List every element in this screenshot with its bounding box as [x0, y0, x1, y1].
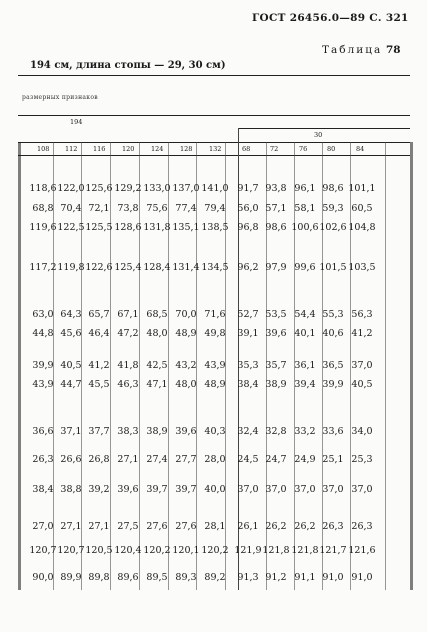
- column-header-top-rule: [18, 142, 410, 143]
- table-cell: 89,3: [175, 572, 197, 583]
- table-cell: 63,0: [32, 309, 54, 320]
- table-cell: 131,8: [143, 222, 171, 233]
- table-cell: 121,8: [291, 545, 319, 556]
- table-top-rule: [18, 115, 410, 116]
- table-cell: 57,1: [265, 203, 287, 214]
- table-cell: 41,2: [88, 360, 110, 371]
- table-cell: 122,0: [57, 183, 85, 194]
- table-cell: 137,0: [172, 183, 200, 194]
- table-cell: 27,1: [60, 521, 82, 532]
- table-cell: 91,7: [237, 183, 259, 194]
- table-cell: 28,1: [204, 521, 226, 532]
- table-cell: 24,7: [265, 454, 287, 465]
- table-cell: 91,0: [351, 572, 373, 583]
- table-cell: 37,0: [351, 360, 373, 371]
- column-header: 108: [37, 145, 50, 153]
- table-cell: 89,6: [117, 572, 139, 583]
- table-cell: 55,3: [322, 309, 344, 320]
- table-cell: 27,1: [117, 454, 139, 465]
- table-cell: 98,6: [322, 183, 344, 194]
- group-header-30: 30: [314, 131, 323, 139]
- table-cell: 38,9: [265, 379, 287, 390]
- table-cell: 44,7: [60, 379, 82, 390]
- table-cell: 89,9: [60, 572, 82, 583]
- table-cell: 58,1: [294, 203, 316, 214]
- table-cell: 72,1: [88, 203, 110, 214]
- table-cell: 128,6: [114, 222, 142, 233]
- table-cell: 121,7: [319, 545, 347, 556]
- table-cell: 134,5: [201, 262, 229, 273]
- table-cell: 73,8: [117, 203, 139, 214]
- table-cell: 135,1: [172, 222, 200, 233]
- table-cell: 37,0: [237, 484, 259, 495]
- table-cell: 41,8: [117, 360, 139, 371]
- table-cell: 131,4: [172, 262, 200, 273]
- size-features-label: размерных признаков: [22, 94, 98, 101]
- table-cell: 122,5: [57, 222, 85, 233]
- table-cell: 89,8: [88, 572, 110, 583]
- table-cell: 117,2: [29, 262, 57, 273]
- table-cell: 39,6: [265, 328, 287, 339]
- table-cell: 48,9: [204, 379, 226, 390]
- table-cell: 52,7: [237, 309, 259, 320]
- table-cell: 27,1: [88, 521, 110, 532]
- table-cell: 120,7: [57, 545, 85, 556]
- table-cell: 96,2: [237, 262, 259, 273]
- table-cell: 53,5: [265, 309, 287, 320]
- table-cell: 98,6: [265, 222, 287, 233]
- table-cell: 79,4: [204, 203, 226, 214]
- table-cell: 43,2: [175, 360, 197, 371]
- table-cell: 40,0: [204, 484, 226, 495]
- table-cell: 38,9: [146, 426, 168, 437]
- table-cell: 93,8: [265, 183, 287, 194]
- table-cell: 37,1: [60, 426, 82, 437]
- column-divider: [18, 142, 21, 590]
- table-cell: 138,5: [201, 222, 229, 233]
- table-cell: 27,7: [175, 454, 197, 465]
- table-cell: 129,2: [114, 183, 142, 194]
- table-cell: 48,9: [175, 328, 197, 339]
- table-cell: 40,5: [351, 379, 373, 390]
- table-cell: 45,5: [88, 379, 110, 390]
- table-cell: 121,9: [234, 545, 262, 556]
- column-header: 116: [93, 145, 106, 153]
- table-cell: 42,5: [146, 360, 168, 371]
- table-cell: 59,3: [322, 203, 344, 214]
- table-cell: 27,6: [146, 521, 168, 532]
- table-cell: 37,0: [351, 484, 373, 495]
- table-cell: 43,9: [204, 360, 226, 371]
- table-cell: 36,1: [294, 360, 316, 371]
- table-cell: 118,6: [29, 183, 57, 194]
- table-cell: 26,2: [265, 521, 287, 532]
- table-cell: 39,7: [146, 484, 168, 495]
- table-cell: 39,9: [322, 379, 344, 390]
- table-cell: 70,4: [60, 203, 82, 214]
- table-cell: 33,6: [322, 426, 344, 437]
- table-cell: 40,1: [294, 328, 316, 339]
- table-cell: 91,1: [294, 572, 316, 583]
- table-cell: 102,6: [319, 222, 347, 233]
- table-cell: 25,1: [322, 454, 344, 465]
- table-cell: 54,4: [294, 309, 316, 320]
- table-cell: 60,5: [351, 203, 373, 214]
- table-cell: 26,3: [351, 521, 373, 532]
- table-cell: 96,1: [294, 183, 316, 194]
- column-header: 124: [151, 145, 164, 153]
- table-cell: 121,8: [262, 545, 290, 556]
- table-cell: 89,5: [146, 572, 168, 583]
- table-cell: 35,3: [237, 360, 259, 371]
- column-header: 112: [65, 145, 78, 153]
- table-cell: 70,0: [175, 309, 197, 320]
- table-cell: 26,6: [60, 454, 82, 465]
- table-cell: 77,4: [175, 203, 197, 214]
- table-cell: 36,6: [32, 426, 54, 437]
- table-cell: 125,4: [114, 262, 142, 273]
- table-cell: 101,1: [348, 183, 376, 194]
- table-cell: 120,1: [172, 545, 200, 556]
- table-cell: 120,2: [143, 545, 171, 556]
- table-subtitle: 194 см, длина стопы — 29, 30 см): [30, 60, 226, 71]
- table-cell: 68,8: [32, 203, 54, 214]
- table-cell: 38,4: [32, 484, 54, 495]
- table-cell: 125,6: [85, 183, 113, 194]
- table-cell: 25,3: [351, 454, 373, 465]
- table-number: 78: [386, 44, 401, 56]
- column-header: 120: [122, 145, 135, 153]
- column-header: 80: [327, 145, 336, 153]
- table-cell: 48,0: [146, 328, 168, 339]
- table-cell: 24,5: [237, 454, 259, 465]
- table-cell: 32,8: [265, 426, 287, 437]
- table-cell: 39,9: [32, 360, 54, 371]
- table-cell: 33,2: [294, 426, 316, 437]
- table-cell: 47,1: [146, 379, 168, 390]
- table-cell: 119,8: [57, 262, 85, 273]
- column-header: 128: [180, 145, 193, 153]
- subtitle-underline: [18, 75, 410, 76]
- table-cell: 39,2: [88, 484, 110, 495]
- table-cell: 64,3: [60, 309, 82, 320]
- column-divider: [385, 142, 386, 590]
- table-cell: 27,4: [146, 454, 168, 465]
- table-cell: 68,5: [146, 309, 168, 320]
- table-cell: 48,0: [175, 379, 197, 390]
- table-cell: 71,6: [204, 309, 226, 320]
- table-cell: 125,5: [85, 222, 113, 233]
- table-cell: 120,5: [85, 545, 113, 556]
- table-cell: 37,0: [294, 484, 316, 495]
- table-cell: 91,3: [237, 572, 259, 583]
- table-cell: 34,0: [351, 426, 373, 437]
- table-cell: 119,6: [29, 222, 57, 233]
- table-cell: 122,6: [85, 262, 113, 273]
- table-cell: 39,7: [175, 484, 197, 495]
- column-header-bottom-rule: [18, 155, 410, 156]
- table-cell: 40,6: [322, 328, 344, 339]
- table-cell: 27,0: [32, 521, 54, 532]
- table-cell: 120,7: [29, 545, 57, 556]
- table-cell: 75,6: [146, 203, 168, 214]
- table-cell: 39,1: [237, 328, 259, 339]
- table-cell: 39,4: [294, 379, 316, 390]
- column-divider: [410, 142, 413, 590]
- table-cell: 65,7: [88, 309, 110, 320]
- table-cell: 104,8: [348, 222, 376, 233]
- table-cell: 37,7: [88, 426, 110, 437]
- table-cell: 36,5: [322, 360, 344, 371]
- table-cell: 26,1: [237, 521, 259, 532]
- table-cell: 97,9: [265, 262, 287, 273]
- column-header: 84: [356, 145, 365, 153]
- page-header: ГОСТ 26456.0—89 С. 321: [252, 12, 409, 24]
- table-cell: 40,5: [60, 360, 82, 371]
- table-cell: 27,6: [175, 521, 197, 532]
- table-cell: 37,0: [322, 484, 344, 495]
- table-cell: 89,2: [204, 572, 226, 583]
- group-header-194: 194: [70, 118, 83, 126]
- table-cell: 120,2: [201, 545, 229, 556]
- table-cell: 43,9: [32, 379, 54, 390]
- table-cell: 40,3: [204, 426, 226, 437]
- table-cell: 121,6: [348, 545, 376, 556]
- table-cell: 90,0: [32, 572, 54, 583]
- table-label: Таблица: [322, 44, 383, 56]
- table-cell: 39,6: [117, 484, 139, 495]
- group-header-rule: [238, 128, 410, 129]
- table-cell: 38,3: [117, 426, 139, 437]
- table-cell: 39,6: [175, 426, 197, 437]
- table-cell: 28,0: [204, 454, 226, 465]
- table-cell: 46,3: [117, 379, 139, 390]
- table-cell: 56,0: [237, 203, 259, 214]
- table-cell: 44,8: [32, 328, 54, 339]
- table-cell: 128,4: [143, 262, 171, 273]
- table-cell: 67,1: [117, 309, 139, 320]
- table-cell: 37,0: [265, 484, 287, 495]
- table-cell: 133,0: [143, 183, 171, 194]
- table-cell: 46,4: [88, 328, 110, 339]
- table-cell: 103,5: [348, 262, 376, 273]
- table-cell: 91,0: [322, 572, 344, 583]
- column-header: 68: [242, 145, 251, 153]
- table-cell: 38,8: [60, 484, 82, 495]
- table-cell: 56,3: [351, 309, 373, 320]
- table-cell: 45,6: [60, 328, 82, 339]
- table-cell: 26,2: [294, 521, 316, 532]
- table-cell: 26,8: [88, 454, 110, 465]
- table-cell: 120,4: [114, 545, 142, 556]
- table-cell: 41,2: [351, 328, 373, 339]
- table-cell: 96,8: [237, 222, 259, 233]
- table-cell: 24,9: [294, 454, 316, 465]
- table-cell: 35,7: [265, 360, 287, 371]
- table-cell: 101,5: [319, 262, 347, 273]
- column-header: 72: [270, 145, 279, 153]
- table-cell: 26,3: [32, 454, 54, 465]
- table-cell: 27,5: [117, 521, 139, 532]
- table-cell: 38,4: [237, 379, 259, 390]
- table-cell: 26,3: [322, 521, 344, 532]
- table-cell: 100,6: [291, 222, 319, 233]
- table-cell: 99,6: [294, 262, 316, 273]
- table-cell: 32,4: [237, 426, 259, 437]
- column-header: 76: [299, 145, 308, 153]
- table-cell: 141,0: [201, 183, 229, 194]
- table-cell: 47,2: [117, 328, 139, 339]
- column-header: 132: [209, 145, 222, 153]
- table-cell: 91,2: [265, 572, 287, 583]
- table-cell: 49,8: [204, 328, 226, 339]
